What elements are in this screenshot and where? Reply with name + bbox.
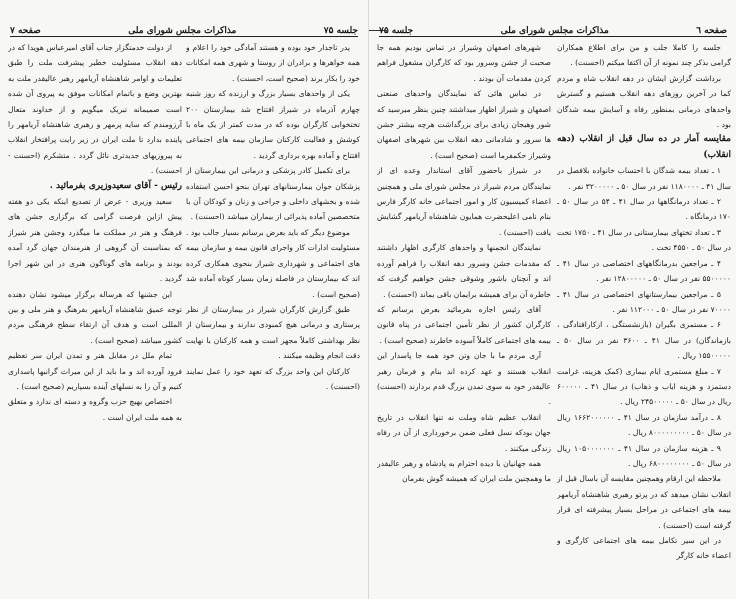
paragraph: تمام ملل در مقابل هنر و تمدن ایران سر تعظیم فرود آورده اند و ما باید از این میراث گرانبها پاسداری کنیم و آن را به نسلهای آینده بسپاریم (صحیح است) . <box>8 351 182 391</box>
page-number: صفحه ۷ <box>10 26 41 36</box>
paragraph: برای تکمیل کادر پزشکی و درمانی این بیمارستان از پزشکان جوان بیمارستانهای تهران بنحو احسن استفاده شده و بخشهای داخلی و جراحی و زنان و کودکان آن با متخصصین آماده پذیرائی از بیماران میباشد (احسنت) . <box>186 166 360 222</box>
paragraph: مقایسه آمار در ده سال قبل از انقلاب (دهه انقلاب) <box>557 134 731 160</box>
paragraph: ۵ ـ مراجعین بیمارستانهای اختصاصی در سال ۴۱ ـ ۷۰۰۰۰ نفر در سال ۵۰ ـ ۱۱۲۰۰۰ نفر . <box>557 289 731 314</box>
paragraph: سعید وزیری - عرض از تصدیع اینکه یکی دو هفته پیش ازاین فرصت گرامی که برگزاری جشن های فرهنگ و هنر در مملکت ما میگذرد وجشن هنر شیراز که بمناسبت آن گروهی از هنرمندان جهان گرد آمده بودند و برنامه های گوناگون هنری در این شهر اجرا گردید . <box>8 197 182 284</box>
paragraph: آقای رئیس اجازه بفرمائید بعرض برسانم که کارگران کشور از نظر تأمین اجتماعی در پناه قانون بیمه های اجتماعی کاملاً آسوده خاطرند (صحیح است) . <box>377 304 551 345</box>
paragraph: ۷ ـ مبلغ مستمری ایام بیماری (کمک هزینه، غرامت دستمزد و هزینه ایاب و ذهاب) در سال ۴۱ ـ ۶۰۰۰۰۰ ریال در سال ۵۰ ـ ۲۴۵۰۰۰۰۰ ریال . <box>557 366 731 407</box>
text-column-left <box>377 40 551 592</box>
paragraph: ۳ ـ تعداد تختهای بیمارستانی در سال ۴۱ ـ ۱۷۵۰ تخت در سال ۵۰ ـ ۴۵۵۰ تخت . <box>557 227 731 253</box>
running-title: مذاکرات مجلس شورای ملی <box>500 26 609 36</box>
paragraph: از دولت خدمتگزار جناب آقای امیرعباس هویدا که در دهه انقلاب مسئولیت خطیر پیشرفت ملت را طبق تعلیمات و اوامر شاهنشاه آریامهر رهبر عالیقدر ملت به بهترین وضع و باتمام امکانات موفق به پیروی آن شده است صمیمانه تبریک میگویم و از خداوند متعال آرزومندم که سایه پرمهر و رهبری شاهنشاه آریامهر را پاینده بدارد تا ملت ایران در زیر رایت پرافتخار انقلاب به پیروزیهای جدیدتری نائل گردد . متشکرم (احسنت - احسنت) . <box>8 43 182 176</box>
paragraph: یکی از واحدهای بسیار بزرگ و ارزنده که روز شنبه چهارم آذرماه در شیراز افتتاح شد بیمارستان ۲۰۰ تختخوابی کارگران بوده که در مدت کمتر از یک ماه با کوشش و فعالیت کارکنان سازمان بیمه های اجتماعی افتتاح و آماده بهره برداری گردید . <box>186 89 360 160</box>
text-column-right <box>557 40 731 592</box>
paragraph: این جشنها که هرساله برگزار میشود نشان دهنده توجه عمیق شاهنشاه آریامهر بفرهنگ و هنر ملی و بین المللی است و هدف آن ارتقاء سطح فرهنگی مردم کشور میباشد (صحیح است) . <box>8 289 182 345</box>
page-header <box>10 22 358 37</box>
paragraph: اختصاص بهیچ حزب وگروه و دسته ای ندارد و متعلق به همه ملت ایران است . <box>8 397 182 422</box>
paragraph: ۴ ـ مراجعین بدرمانگاههای اختصاصی در سال ۴۱ ـ ۵۵۰۰۰۰۰ نفر در سال ۵۰ ـ ۱۲۸۰۰۰۰۰ نفر . <box>557 258 731 284</box>
session-number: جلسه ۷۵ <box>379 26 414 36</box>
paragraph: شهرهای اصفهان وشیراز در تماس بودیم همه جا صحبت از جشن وسرور بود که کارگران مشغول فراهم کردن مقدمات آن بودند . <box>377 43 551 83</box>
session-number: جلسه ۷۵ <box>323 26 358 36</box>
paragraph: موضوع دیگر که باید بعرض برسانم بسیار جالب بود . مسئولیت ادارات کار واجرای قانون بیمه و سازمان بیمه های اجتماعی و شهرداری شیراز بنحوی همکاری کرده اند که بیمارستان در فاصله زمان بسیار کوتاه آماده شد (صحیح است) . <box>186 227 360 299</box>
right-page <box>368 0 736 599</box>
text-column-left <box>8 40 182 592</box>
paragraph: در این سیر تکامل بیمه های اجتماعی کارگری و اعضاء خانه کارگر <box>557 536 731 561</box>
paragraph: نمایندگان انجمنها و واحدهای کارگری اظهار داشتند که مقدمات جشن وسرور دهه انقلاب را فراهم آورده اند و آنچنان باشور وشوقی جشن خواهیم گرفت که خاطره آن برای همیشه برایمان باقی بماند (احسنت) . <box>377 243 551 299</box>
page-header <box>379 22 727 37</box>
page-number: صفحه ٦ <box>696 26 727 36</box>
paragraph: جلسه را کاملا جلب و من برای اطلاع همکاران گرامی بذکر چند نمونه از آن اکتفا میکنم (احسنت) . <box>557 43 731 68</box>
paragraph: ملاحظه این ارقام وهمچنین مقایسه آن باسال قبل از انقلاب نشان میدهد که در پرتو رهبری شاهنشاه آریامهر بیمه های اجتماعی در مراحل بسیار پیشرفته ای قرار گرفته است (احسنت) . <box>557 474 731 530</box>
paragraph: ۹ ـ هزینه سازمان در سال ۴۱ ـ ۱۰۵۰۰۰۰۰۰۰ ریال در سال ۵۰ ـ ۶۸۰۰۰۰۰۰۰۰ ریال . <box>557 443 731 468</box>
paragraph: رئیس - آقای سعیدوزیری بفرمائید . <box>49 180 182 191</box>
text-column-right <box>186 40 360 592</box>
paragraph: برداشت گزارش ایشان در دهه انقلاب شاه و مردم کما در آخرین روزهای دهه انقلاب هستیم و گسترش واحدهای درمانی بمنظور رفاه و آسایش بیمه شدگان بود . <box>557 73 731 130</box>
paragraph: طبق گزارش کارگران شیراز در بیمارستان از نظر پرستاری و درمانی هیچ کمبودی ندارند و بیمارستان از نظر بهداشتی کاملاً مجهز است و همه کارکنان با نهایت دقت انجام وظیفه میکنند . <box>186 304 360 361</box>
paragraph: ۲ ـ تعداد درمانگاهها در سال ۴۱ ـ ۵۴ در سال ۵۰ ـ ۱۷۰ درمانگاه . <box>557 197 731 222</box>
paragraph: در شیراز باحضور آقای استاندار وعده ای از نمایندگان مردم شیراز در مجلس شورای ملی و همچنین اعضاء کمیسیون کار و امور اجتماعی خانه کارگر فارس بنام نامی اعلیحضرت همایون شاهنشاه آریامهر گشایش یافت (احسنت) . <box>377 166 551 237</box>
paragraph: همه جهانیان با دیده احترام به پادشاه و رهبر عالیقدر ما وهمچنین ملت ایران که همیشه گوش بفرمان <box>377 458 551 484</box>
running-title: مذاکرات مجلس شورای ملی <box>128 26 237 36</box>
paragraph: در تماس هائی که نمایندگان واحدهای صنعتی اصفهان و شیراز اظهار میداشتند چنین بنظر میرسید که شور وهیجان زیادی برای بزرگداشت هرچه بیشتر جشن ها سرور و شادمانی دهه انقلاب بین شهرهای اصفهان وشیراز حکمفرما است (صحیح است) . <box>377 89 551 160</box>
paragraph: پدر تاجدار خود بوده و هستند آمادگی خود را اعلام و همه خواهرها و برادران از روستا و شهری همه امکانات خود را بکار برند (صحیح است، احسنت) . <box>186 43 360 83</box>
paragraph: ۸ ـ درآمد سازمان در سال ۴۱ ـ ۱۶۶۲۰۰۰۰۰۰ ریال در سال ۵۰ ـ ۸۰۰۰۰۰۰۰۰۰ ریال . <box>557 412 731 438</box>
paragraph: آری مردم ما با جان وتن خود همه جا پاسدار این انقلاب هستند و عهد کرده اند بنام و فرمان رهبر عالیقدر خود به سوی تمدن بزرگ قدم بردارند (احسنت) . <box>377 351 551 407</box>
paragraph: ۶ ـ مستمری بگیران (بازنشستگی ، ازکارافتادگی ، بازماندگان) در سال ۴۱ ـ ۳۶۰۰ نفر در سال ۵۰ ـ ۱۵۵۰۰۰۰۰ ریال . <box>557 320 731 361</box>
paragraph: کارکنان این واحد بزرگ که تعهد خود را عمل نمایند (احسنت) . <box>186 366 360 391</box>
paragraph: ۱ ـ تعداد بیمه شدگان با احتساب خانواده بلافصل در سال ۴۱ ـ ۱۱۸۰۰۰۰ نفر در سال ۵۰ ـ ۳۲۰۰۰۰۰ نفر . <box>557 166 731 191</box>
paragraph: انقلاب عظیم شاه وملت نه تنها انقلاب در تاریخ جهان بودکه نسل فعلی ضمن برخورداری از آن در رفاه زندگی میکنند . <box>377 412 551 453</box>
